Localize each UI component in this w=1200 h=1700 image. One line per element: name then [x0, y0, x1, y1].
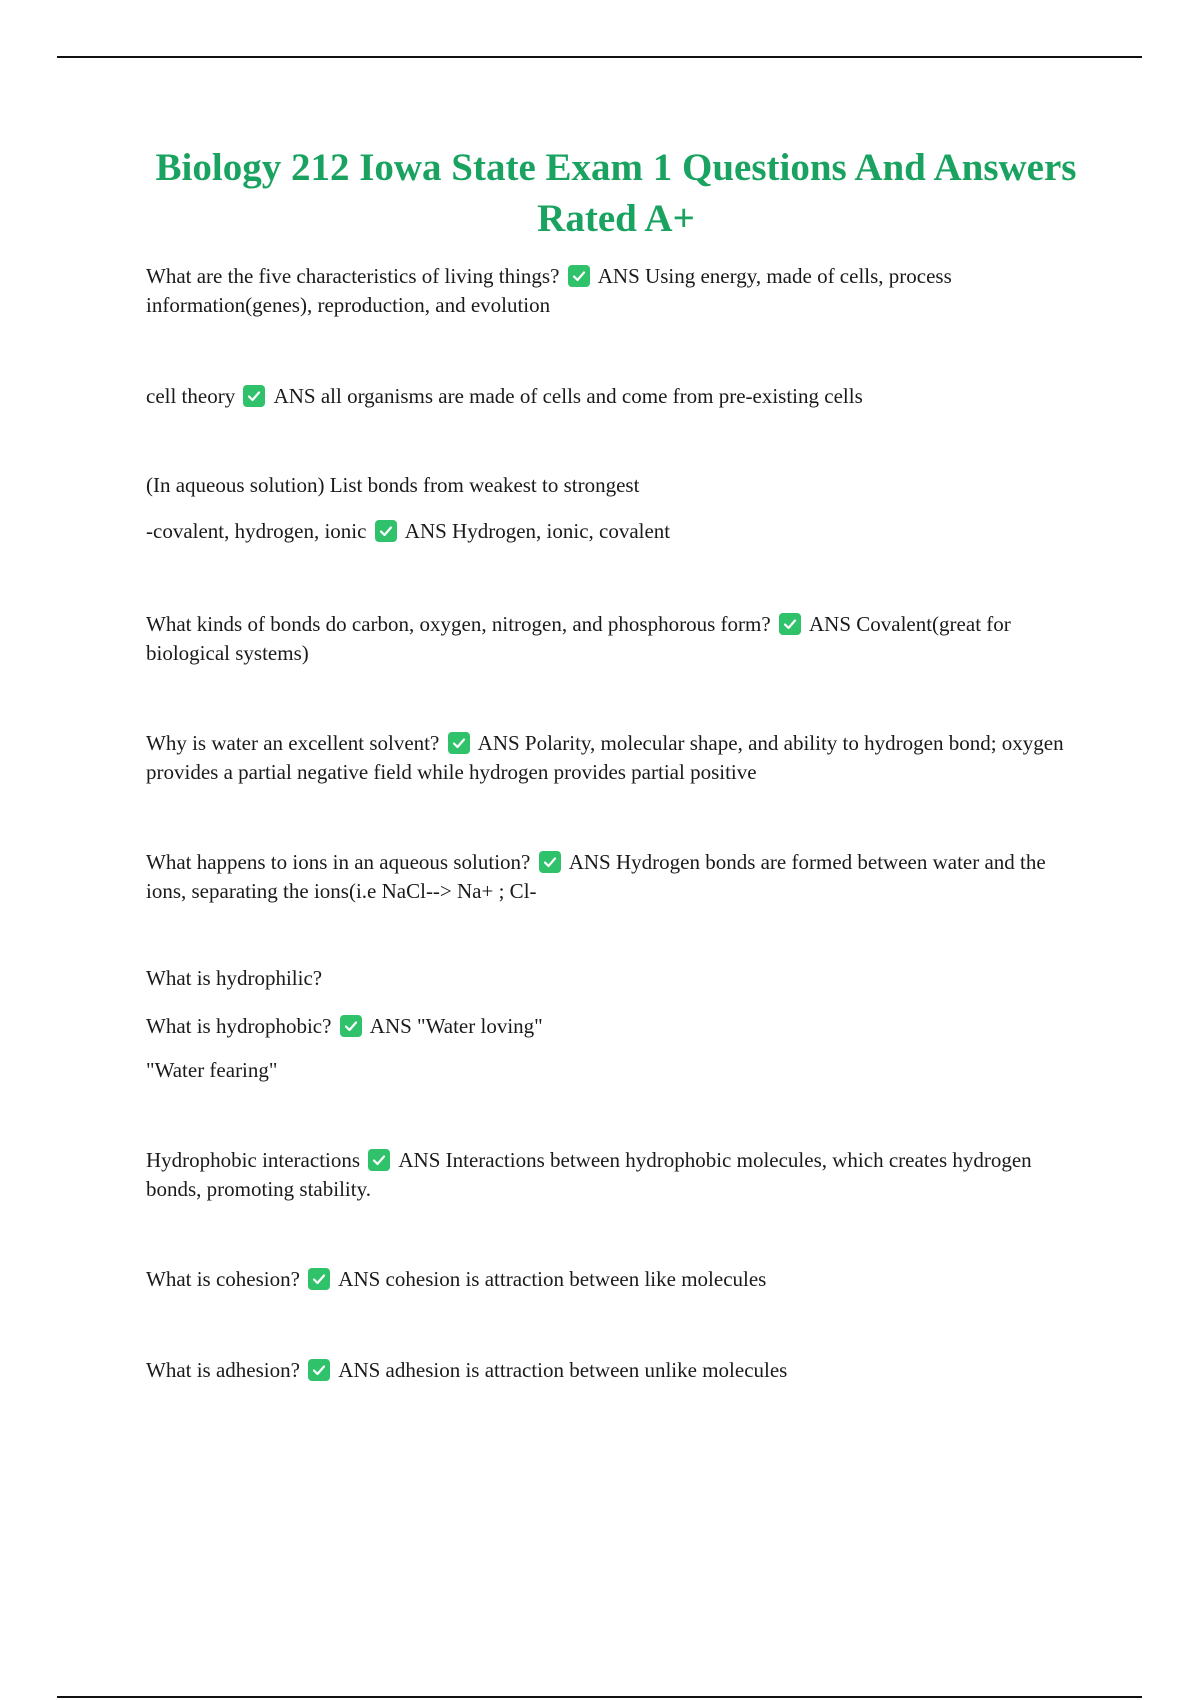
checkmark-icon [568, 265, 590, 287]
answer-text: ANS Hydrogen bonds are formed between water and the ions, separating the ions(i.e NaCl--> Na+ ; Cl- [146, 850, 1046, 903]
question-line: (In aqueous solution) List bonds from weakest to strongest [146, 473, 640, 497]
question-text: What happens to ions in an aqueous solution? [146, 850, 531, 874]
qa-entry [146, 382, 1086, 411]
question-text: Why is water an excellent solvent? [146, 731, 440, 755]
top-rule [57, 56, 1142, 58]
question-text: What is adhesion? [146, 1358, 300, 1382]
checkmark-icon [368, 1149, 390, 1171]
question-text: cell theory [146, 384, 236, 408]
question-text: What is hydrophobic? [146, 1014, 332, 1038]
qa-entry [146, 848, 1086, 906]
checkmark-icon [779, 613, 801, 635]
bottom-rule [57, 1696, 1142, 1698]
qa-entry [146, 1356, 1086, 1385]
checkmark-icon [375, 520, 397, 542]
checkmark-icon [308, 1268, 330, 1290]
qa-entry [146, 1146, 1086, 1204]
qa-entry [146, 1012, 1086, 1041]
question-text: Hydrophobic interactions [146, 1148, 361, 1172]
answer-text: ANS Using energy, made of cells, process information(genes), reproduction, and evolution [146, 264, 952, 317]
checkmark-icon [340, 1015, 362, 1037]
answer-text: ANS "Water loving" [369, 1014, 543, 1038]
qa-entry [146, 1265, 1086, 1294]
question-text: What are the five characteristics of living things? [146, 264, 560, 288]
checkmark-icon [243, 385, 265, 407]
question-text: What is cohesion? [146, 1267, 300, 1291]
answer-text: ANS adhesion is attraction between unlike molecules [338, 1358, 788, 1382]
answer-text: ANS all organisms are made of cells and come from pre-existing cells [273, 384, 863, 408]
answer-text: ANS cohesion is attraction between like molecules [338, 1267, 767, 1291]
answer-line: "Water fearing" [146, 1058, 278, 1082]
answer-text: ANS Interactions between hydrophobic molecules, which creates hydrogen bonds, promoting stability. [146, 1148, 1032, 1201]
answer-text: ANS Covalent(great for biological systems) [146, 612, 1011, 665]
qa-entry [146, 729, 1086, 787]
qa-entry [146, 517, 1086, 546]
answer-text: ANS Hydrogen, ionic, covalent [404, 519, 671, 543]
document-title: Biology 212 Iowa State Exam 1 Questions And Answers Rated A+ [155, 146, 1077, 240]
answer-text: ANS Polarity, molecular shape, and ability to hydrogen bond; oxygen provides a partial negative field while hydrogen provides partial positive [146, 731, 1064, 784]
qa-entry [146, 610, 1086, 668]
question-text: -covalent, hydrogen, ionic [146, 519, 367, 543]
qa-entry [146, 262, 1086, 320]
checkmark-icon [308, 1359, 330, 1381]
checkmark-icon [539, 851, 561, 873]
question-text: What kinds of bonds do carbon, oxygen, nitrogen, and phosphorous form? [146, 612, 771, 636]
question-line: What is hydrophilic? [146, 966, 323, 990]
checkmark-icon [448, 732, 470, 754]
